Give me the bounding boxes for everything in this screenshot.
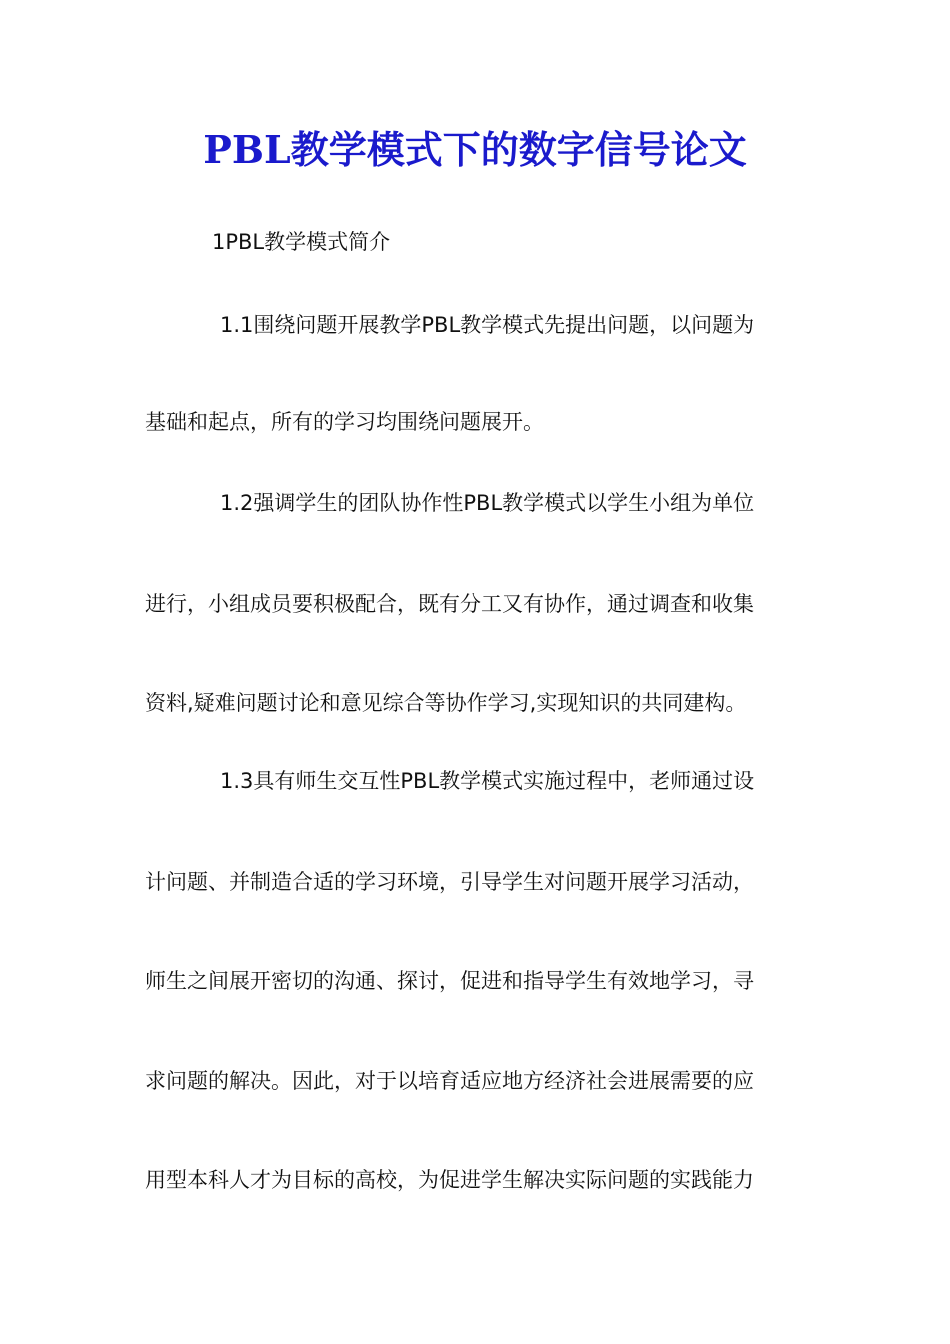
document-title: PBL教学模式下的数字信号论文 [203, 127, 747, 172]
section-heading: 1PBL教学模式简介 [212, 230, 391, 254]
paragraph-line: 计问题、并制造合适的学习环境，引导学生对问题开展学习活动， [145, 870, 754, 894]
paragraph-line: 进行，小组成员要积极配合，既有分工又有协作，通过调查和收集 [145, 592, 754, 616]
paragraph-line: 求问题的解决。因此，对于以培育适应地方经济社会进展需要的应 [145, 1069, 754, 1093]
paragraph-line: 1.3具有师生交互性PBL教学模式实施过程中，老师通过设 [220, 769, 755, 793]
paragraph-line: 基础和起点，所有的学习均围绕问题展开。 [145, 410, 544, 434]
paragraph-line: 用型本科人才为目标的高校，为促进学生解决实际问题的实践能力 [145, 1168, 754, 1192]
paragraph-line: 资料,疑难问题讨论和意见综合等协作学习,实现知识的共同建构。 [145, 691, 747, 715]
paragraph-line: 1.1围绕问题开展教学PBL教学模式先提出问题，以问题为 [220, 313, 755, 337]
paragraph-line: 师生之间展开密切的沟通、探讨，促进和指导学生有效地学习，寻 [145, 969, 754, 993]
paragraph-line: 1.2强调学生的团队协作性PBL教学模式以学生小组为单位 [220, 491, 755, 515]
